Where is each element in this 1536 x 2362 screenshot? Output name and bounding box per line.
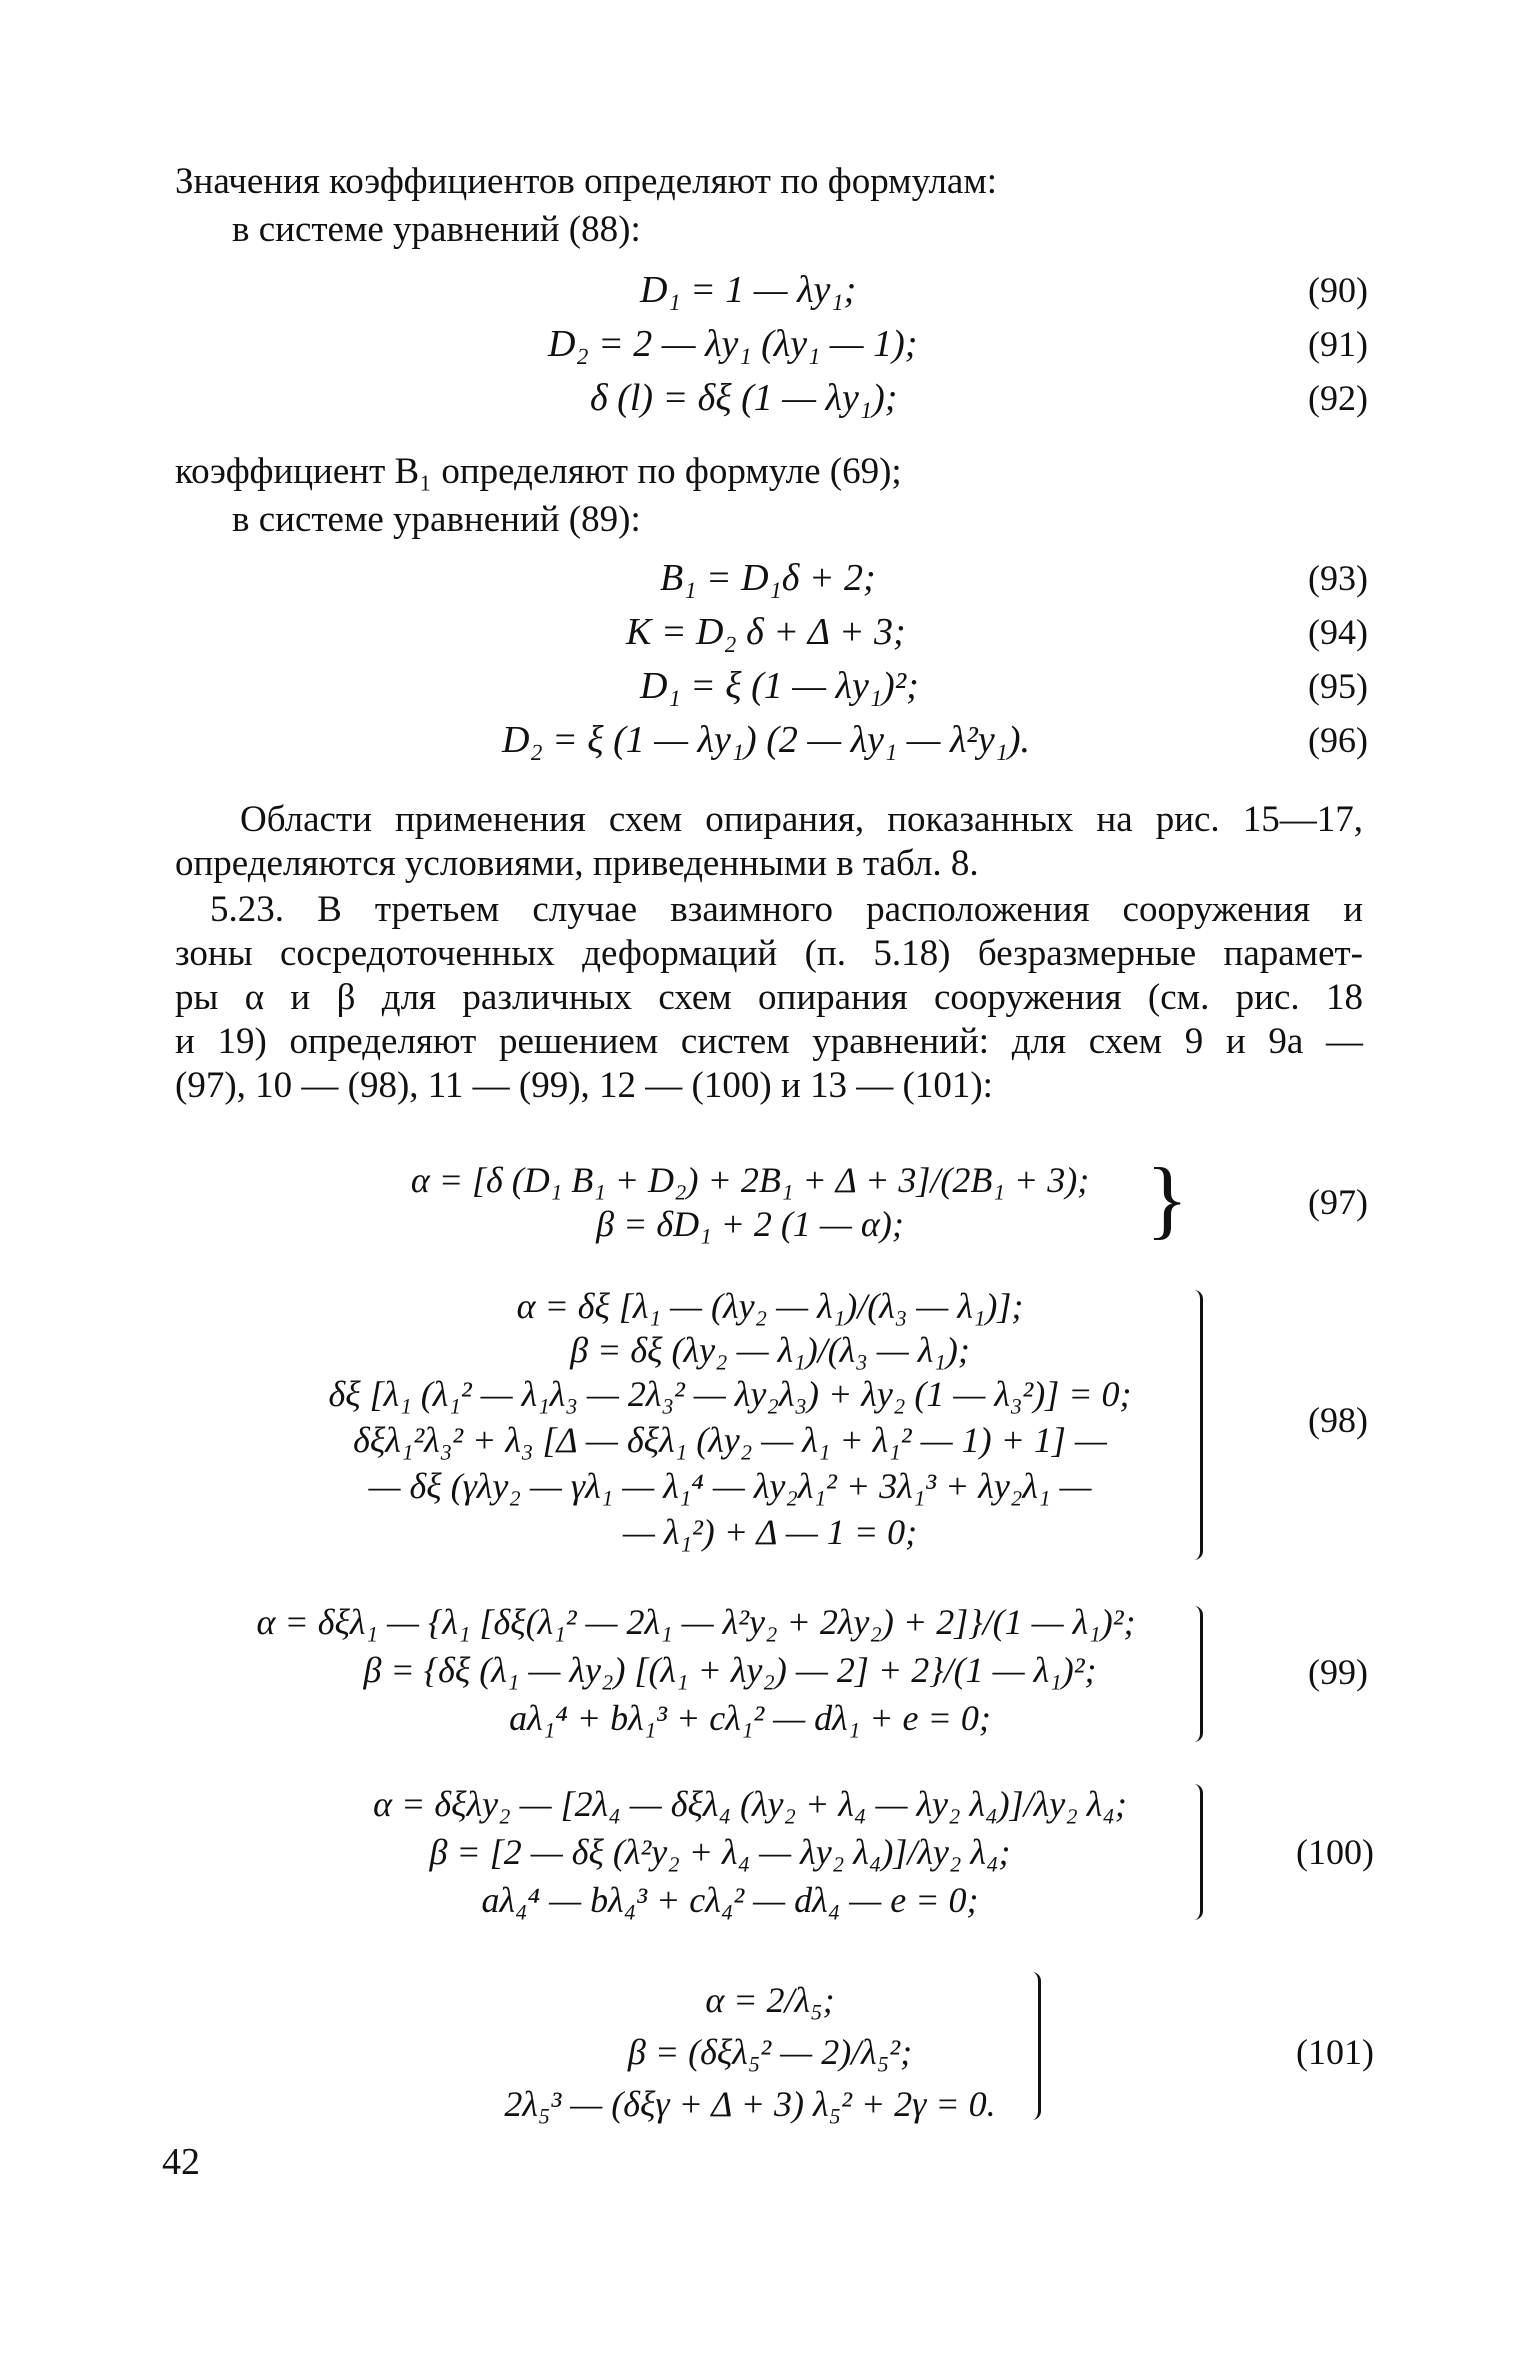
sys97-line-2: β = δD₁ + 2 (1 — α); [596, 1204, 904, 1244]
sys101-line-1: α = 2/λ₅; [705, 1980, 835, 2020]
eq-number-93: (93) [1308, 558, 1368, 598]
formula-90: D₁ = 1 — λy₁; [640, 269, 857, 311]
para2-line-4: и 19) определяют решением систем уравнений: для схем 9 и 9а — [175, 1021, 1363, 1062]
page-number: 42 [162, 2141, 200, 2183]
para2-line-1: 5.23. В третьем случае взаимного расположения сооружения и [210, 889, 1363, 930]
mid-line-2: в системе уравнений (89): [232, 499, 641, 540]
sys100-line-2: β = [2 — δξ (λ²y₂ + λ₄ — λy₂ λ₄)]/λy₂ λ₄; [429, 1832, 1011, 1872]
eq-number-96: (96) [1308, 720, 1368, 760]
para2-line-2: зоны сосредоточенных деформаций (п. 5.18) безразмерные парамет- [175, 933, 1363, 974]
para1-line-1: Области применения схем опирания, показанных на рис. 15—17, [240, 799, 1363, 840]
formula-92: δ (l) = δξ (1 — λy₁); [590, 377, 898, 419]
eq-number-95: (95) [1308, 666, 1368, 706]
formula-93: B₁ = D₁δ + 2; [660, 557, 876, 599]
right-brace-101 [1032, 1972, 1041, 2120]
eq-number-99: (99) [1308, 1652, 1368, 1692]
formula-91: D₂ = 2 — λy₁ (λy₁ — 1); [548, 323, 918, 365]
formula-96: D₂ = ξ (1 — λy₁) (2 — λy₁ — λ²y₁). [502, 719, 1031, 761]
right-brace-100 [1194, 1784, 1203, 1920]
eq-number-91: (91) [1308, 324, 1368, 364]
sys98-line-2: β = δξ (λy₂ — λ₁)/(λ₃ — λ₁); [570, 1330, 970, 1370]
formula-95: D₁ = ξ (1 — λy₁)²; [640, 665, 919, 707]
para1-line-2: определяются условиями, приведенными в табл. 8. [175, 843, 979, 884]
intro-line-2: в системе уравнений (88): [232, 209, 641, 250]
formula-94: K = D₂ δ + Δ + 3; [626, 611, 906, 653]
sys98-line-1: α = δξ [λ₁ — (λy₂ — λ₁)/(λ₃ — λ₁)]; [516, 1286, 1024, 1326]
eq-number-98: (98) [1308, 1400, 1368, 1440]
sys100-line-1: α = δξλy₂ — [2λ₄ — δξλ₄ (λy₂ + λ₄ — λy₂ λ₄)]/λy₂ λ₄; [373, 1784, 1127, 1824]
right-brace-99 [1194, 1606, 1203, 1742]
sys98-line-3: δξ [λ₁ (λ₁² — λ₁λ₃ — 2λ₃² — λy₂λ₃) + λy₂ (1 — λ₃²)] = 0; [328, 1374, 1132, 1414]
sys98-line-5: — δξ (γλy₂ — γλ₁ — λ₁⁴ — λy₂λ₁² + 3λ₁³ + λy₂λ₁ — [368, 1466, 1092, 1506]
sys98-line-4: δξλ₁²λ₃² + λ₃ [Δ — δξλ₁ (λy₂ — λ₁ + λ₁² — 1) + 1] — [353, 1420, 1107, 1460]
sys101-line-2: β = (δξλ₅² — 2)/λ₅²; [627, 2032, 913, 2072]
sys97-line-1: α = [δ (D₁ B₁ + D₂) + 2B₁ + Δ + 3]/(2B₁ + 3); [410, 1160, 1090, 1200]
right-brace-97: } [1146, 1151, 1189, 1248]
eq-number-94: (94) [1308, 612, 1368, 652]
para2-line-5: (97), 10 — (98), 11 — (99), 12 — (100) и 13 — (101): [175, 1065, 993, 1106]
right-brace-98 [1194, 1290, 1203, 1560]
sys99-line-1: α = δξλ₁ — {λ₁ [δξ(λ₁² — 2λ₁ — λ²y₂ + 2λy₂) + 2]}/(1 — λ₁)²; [256, 1602, 1136, 1642]
sys100-line-3: aλ₄⁴ — bλ₄³ + cλ₄² — dλ₄ — e = 0; [481, 1880, 979, 1920]
para2-line-3: ры α и β для различных схем опирания сооружения (см. рис. 18 [175, 977, 1363, 1018]
eq-number-101: (101) [1296, 2032, 1374, 2072]
eq-number-100: (100) [1296, 1832, 1374, 1872]
sys98-line-6: — λ₁²) + Δ — 1 = 0; [622, 1512, 918, 1552]
sys99-line-3: aλ₁⁴ + bλ₁³ + cλ₁² — dλ₁ + e = 0; [509, 1698, 991, 1738]
eq-number-90: (90) [1308, 270, 1368, 310]
mid-line-1: коэффициент B₁ определяют по формуле (69); [175, 451, 902, 492]
eq-number-97: (97) [1308, 1182, 1368, 1222]
intro-line-1: Значения коэффициентов определяют по формулам: [175, 161, 998, 202]
eq-number-92: (92) [1308, 378, 1368, 418]
sys101-line-3: 2λ₅³ — (δξγ + Δ + 3) λ₅² + 2γ = 0. [504, 2084, 996, 2124]
sys99-line-2: β = {δξ (λ₁ — λy₂) [(λ₁ + λy₂) — 2] + 2}/(1 — λ₁)²; [363, 1650, 1097, 1690]
